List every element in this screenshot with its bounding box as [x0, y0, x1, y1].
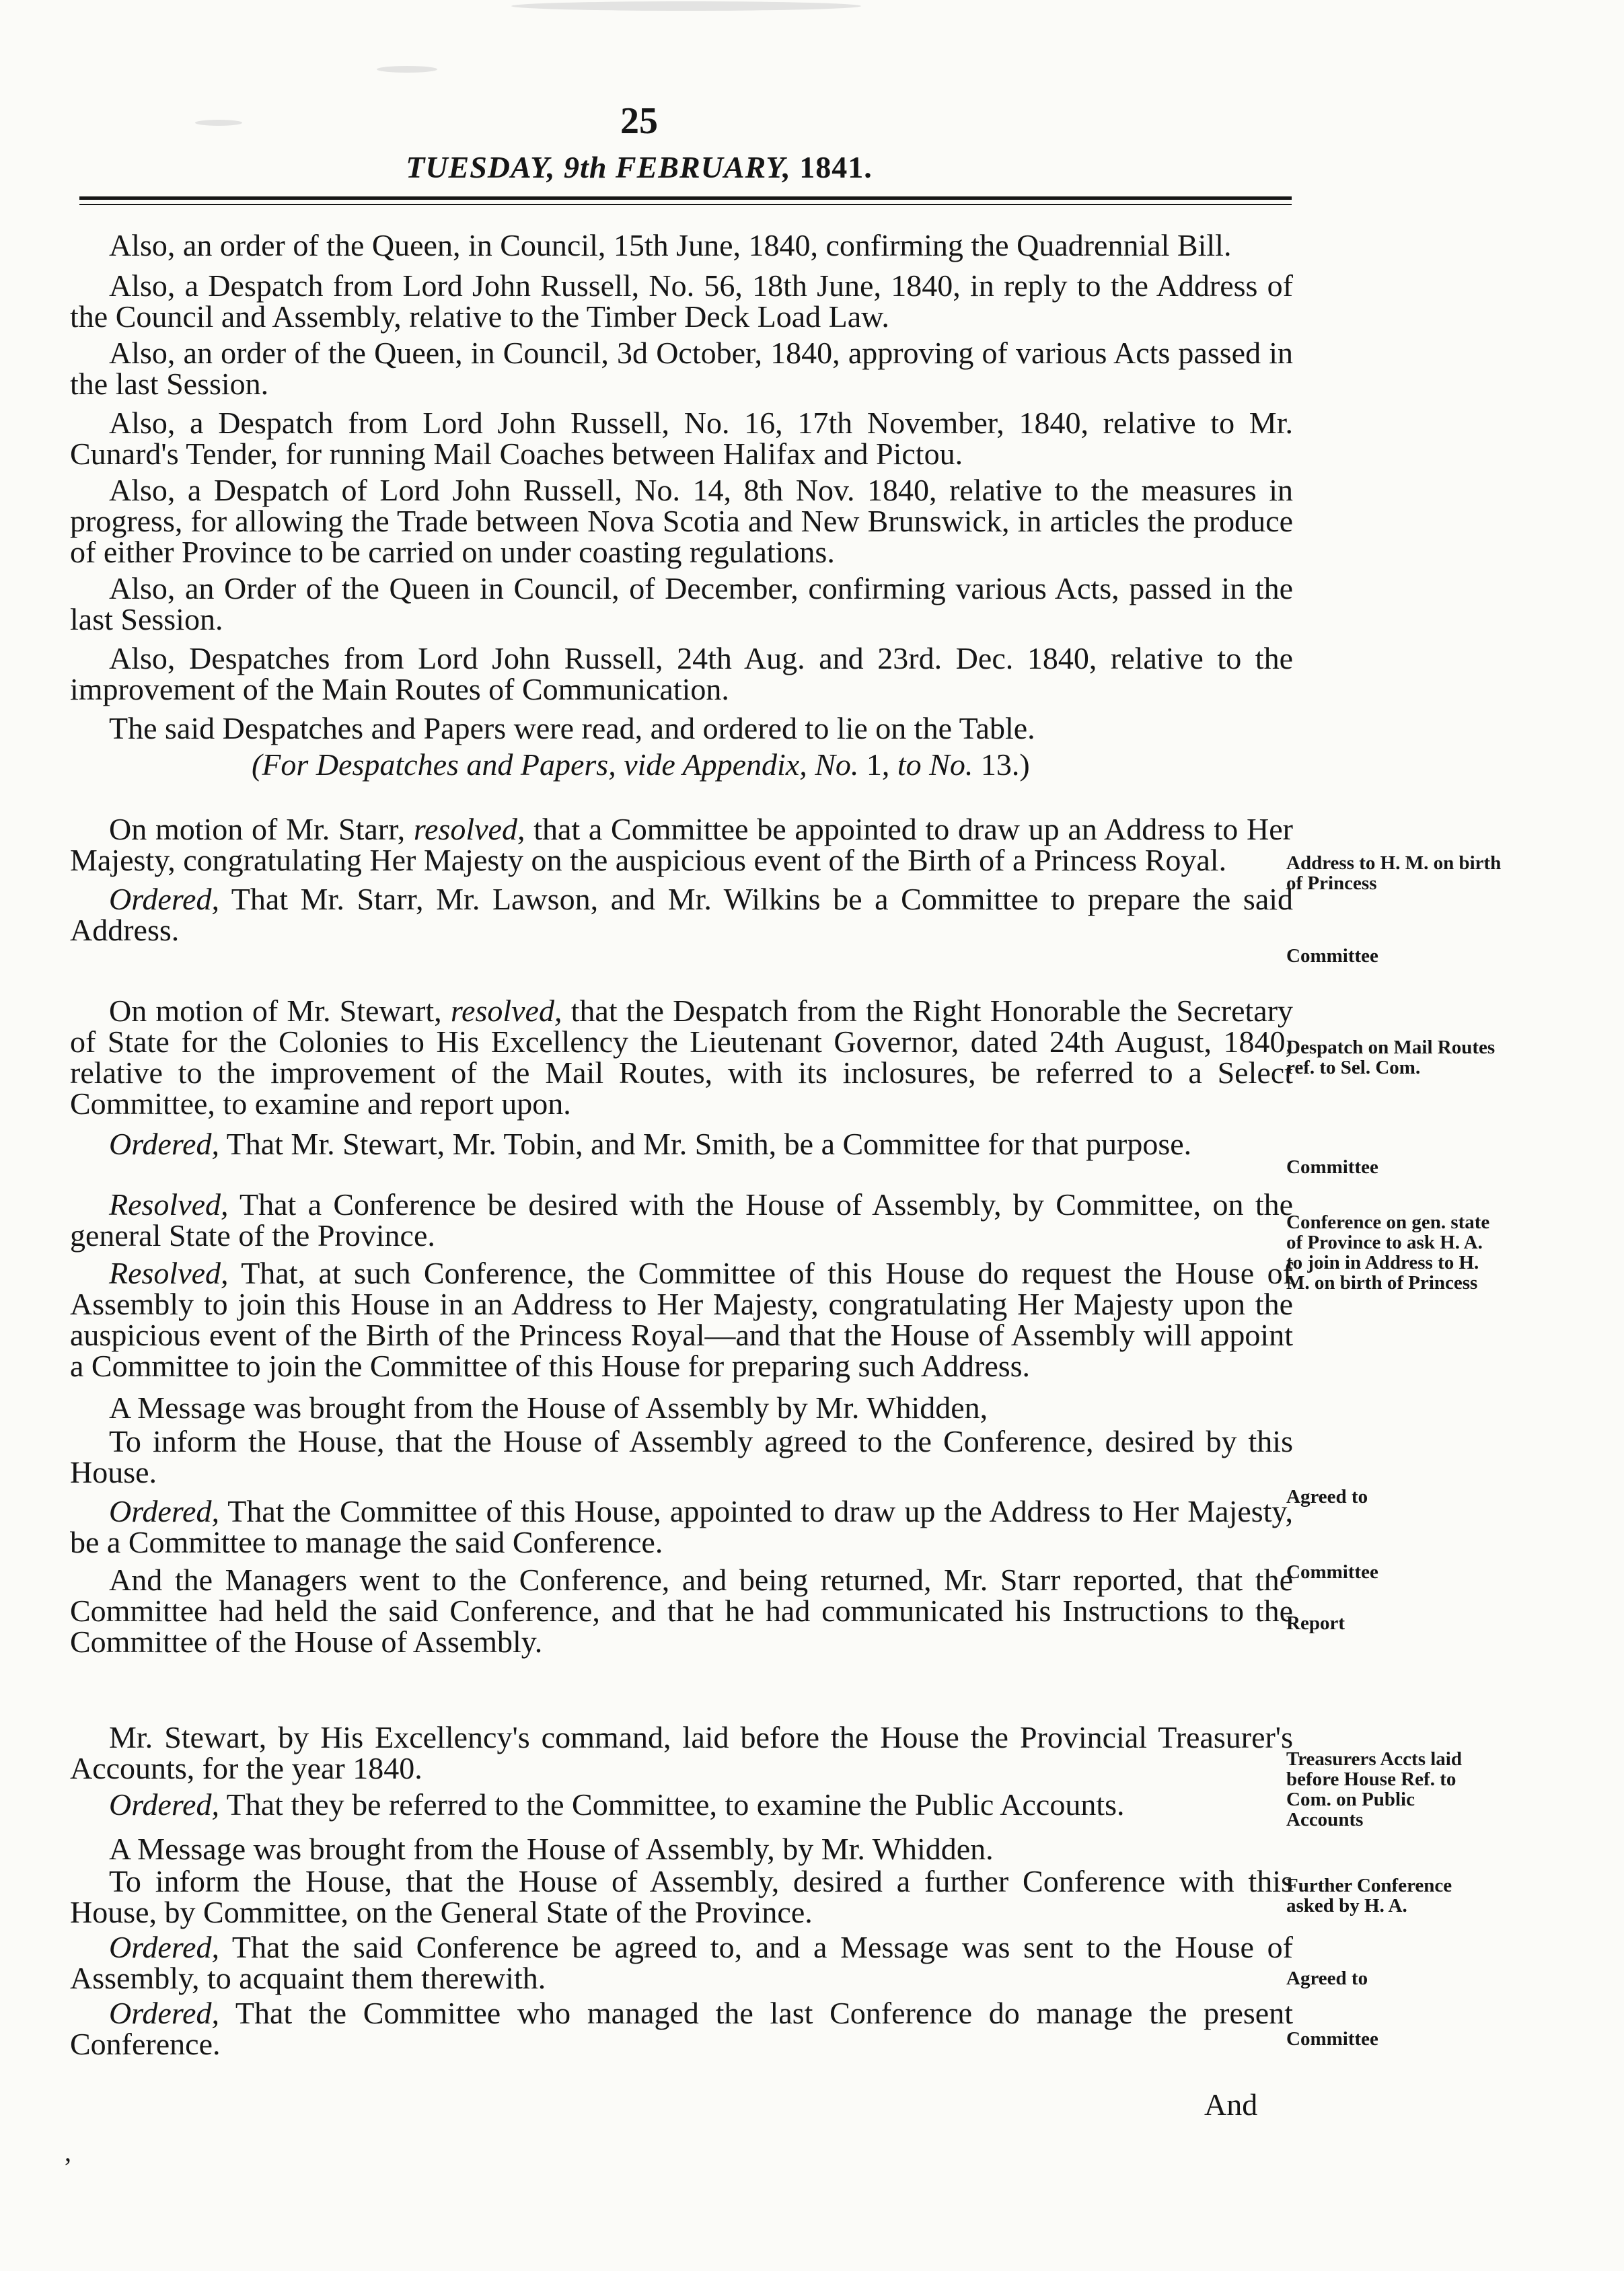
- paragraph: Ordered, That the said Conference be agreed to, and a Message was sent to the House of Assembly, to acquaint them therewith.: [70, 1930, 1293, 1995]
- margin-note: Committee: [1286, 1156, 1378, 1178]
- margin-note: Further Conference asked by H. A.: [1286, 1875, 1452, 1916]
- paragraph: Also, a Despatch from Lord John Russell, No. 56, 18th June, 1840, in reply to the Address of the Council and Assembly, relative to the Timber Deck Load Law.: [70, 268, 1293, 334]
- heading-rule-thick: [79, 196, 1292, 200]
- paragraph: And the Managers went to the Conference, and being returned, Mr. Starr reported, that the Committee had held the said Conference, and that he had communicated his Instructions to the Committee of the House of Assembly.: [70, 1563, 1293, 1659]
- paragraph: Also, an Order of the Queen in Council, of December, confirming various Acts, passed in the last Session.: [70, 571, 1293, 636]
- text-block-address: [70, 814, 1293, 946]
- paragraph: Also, a Despatch of Lord John Russell, No. 14, 8th Nov. 1840, relative to the measures in progress, for allowing the Trade between Nova Scotia and New Brunswick, in articles the produce of either Province to be carried on under coasting regulations.: [70, 473, 1293, 569]
- heading-weekday: TUESDAY,: [406, 150, 556, 184]
- paragraph: Ordered, That Mr. Starr, Mr. Lawson, and Mr. Wilkins be a Committee to prepare the said Address.: [70, 882, 1294, 947]
- paragraph: A Message was brought from the House of Assembly by Mr. Whidden,: [109, 1390, 988, 1425]
- margin-note: Committee: [1286, 2028, 1378, 2050]
- heading-date: 9th FEBRUARY,: [564, 150, 791, 184]
- scan-smudge: [511, 1, 861, 11]
- paragraph: On motion of Mr. Starr, resolved, that a Committee be appointed to draw up an Address to Her Majesty, congratulating Her Majesty on the auspicious event of the Birth of a Princess Royal.: [70, 812, 1293, 877]
- paragraph: To inform the House, that the House of Assembly agreed to the Conference, desired by this House.: [70, 1424, 1293, 1489]
- paragraph: Ordered, That the Committee of this House, appointed to draw up the Address to Her Majesty, be a Committee to manage the said Conference.: [70, 1494, 1293, 1559]
- margin-note: Report: [1286, 1612, 1345, 1634]
- text-block-1: [70, 230, 1293, 780]
- heading-rule-thin: [79, 204, 1292, 205]
- scan-smudge: [377, 66, 437, 73]
- margin-note: Treasurers Accts laid before House Ref. to Com. on Public Accounts: [1286, 1748, 1462, 1830]
- paragraph: Also, an order of the Queen, in Council, 15th June, 1840, confirming the Quadrennial Bill.: [109, 228, 1232, 262]
- text-block-mail-routes: [70, 996, 1293, 1160]
- paragraph: Also, an order of the Queen, in Council, 3d October, 1840, approving of various Acts passed in the last Session.: [70, 336, 1293, 401]
- paragraph: On motion of Mr. Stewart, resolved, that the Despatch from the Right Honorable the Secretary of State for the Colonies to His Excellency the Lieutenant Governor, dated 24th August, 1840, relative to the improvement of the Mail Routes, with its inclosures, be referred to a Select Committee, to examine and report upon.: [70, 994, 1294, 1121]
- paragraph: The said Despatches and Papers were read, and ordered to lie on the Table.: [109, 711, 1035, 745]
- paragraph: Also, a Despatch from Lord John Russell, No. 16, 17th November, 1840, relative to Mr. Cunard's Tender, for running Mail Coaches between Halifax and Pictou.: [70, 406, 1293, 471]
- margin-note: Committee: [1286, 1561, 1378, 1583]
- page-date-heading: [0, 149, 1278, 185]
- paragraph: Resolved, That, at such Conference, the Committee of this House do request the House of Assembly to join this House in an Address to Her Majesty, congratulating Her Majesty upon the auspicious event of the Birth of the Princess Royal—and that the House of Assembly will appoint a Committee to join the Committee of this House for preparing such Address.: [70, 1256, 1294, 1383]
- page-number: 25: [620, 100, 658, 142]
- stray-mark: ’: [63, 2152, 73, 2182]
- margin-note: Committee: [1286, 945, 1378, 967]
- paragraph: To inform the House, that the House of Assembly, desired a further Conference with this House, by Committee, on the General State of the Province.: [70, 1864, 1293, 1929]
- paragraph: Ordered, That Mr. Stewart, Mr. Tobin, and Mr. Smith, be a Committee for that purpose.: [109, 1127, 1192, 1161]
- text-block-conference: [70, 1189, 1293, 1658]
- appendix-reference: (For Despatches and Papers, vide Appendix, No. 1, to No. 13.): [252, 747, 1030, 782]
- margin-note: Agreed to: [1286, 1486, 1368, 1507]
- margin-note: Conference on gen. state of Province to ask H. A. to join in Address to H. M. on birth of Princess: [1286, 1212, 1490, 1294]
- paragraph: Mr. Stewart, by His Excellency's command, laid before the House the Provincial Treasurer's Accounts, for the year 1840.: [70, 1720, 1293, 1785]
- margin-note: Address to H. M. on birth of Princess: [1286, 852, 1502, 894]
- paragraph: Also, Despatches from Lord John Russell, 24th Aug. and 23rd. Dec. 1840, relative to the improvement of the Main Routes of Communication.: [70, 641, 1293, 706]
- paragraph: Resolved, That a Conference be desired with the House of Assembly, by Committee, on the general State of the Province.: [70, 1187, 1294, 1253]
- margin-note: Agreed to: [1286, 1968, 1368, 1989]
- paragraph: A Message was brought from the House of Assembly, by Mr. Whidden.: [109, 1832, 994, 1866]
- paragraph: Ordered, That the Committee who managed the last Conference do manage the present Conference.: [70, 1996, 1293, 2061]
- text-block-accounts: [70, 1722, 1293, 2060]
- paragraph: Ordered, That they be referred to the Committee, to examine the Public Accounts.: [109, 1787, 1125, 1822]
- margin-note: Despatch on Mail Routes ref. to Sel. Com.: [1286, 1037, 1496, 1078]
- heading-year: 1841.: [799, 150, 873, 184]
- catchword: And: [1204, 2087, 1258, 2122]
